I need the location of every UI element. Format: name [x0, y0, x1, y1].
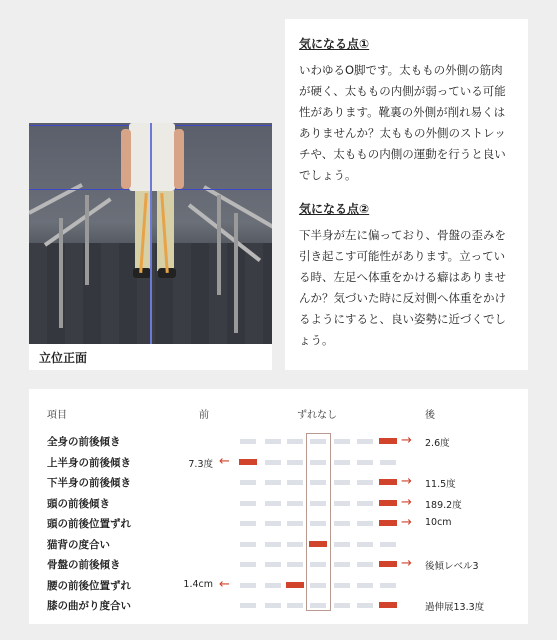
row-value: 10cm	[425, 517, 452, 528]
arrow-right-icon: →	[401, 474, 412, 489]
photo-caption: 立位正面	[39, 351, 88, 365]
row-label: 猫背の度合い	[47, 538, 110, 551]
deviation-bar	[379, 561, 397, 567]
gauge-slot	[334, 583, 350, 588]
gauge-slot	[240, 439, 256, 444]
arrow-left-icon: ←	[219, 576, 230, 592]
gauge-slot	[265, 562, 281, 567]
gauge-slot	[334, 542, 350, 547]
gauge-slot	[287, 480, 303, 485]
gauge-slot	[357, 542, 373, 547]
row-label: 膝の曲がり度合い	[47, 600, 131, 612]
gauge-slot	[265, 480, 281, 485]
gauge-slot	[265, 501, 281, 506]
gauge-slot	[334, 562, 350, 567]
gauge-slot	[357, 562, 373, 567]
gauge-slot	[310, 480, 326, 485]
row-value: 11.5度	[425, 479, 456, 490]
arrow-right-icon: →	[401, 556, 412, 571]
gauge-slot	[240, 480, 256, 485]
posture-photo-card	[29, 123, 272, 370]
gauge-slot	[334, 439, 350, 444]
standing-front-photo	[29, 123, 272, 344]
gauge-slot	[310, 603, 326, 608]
gauge-slot	[334, 501, 350, 506]
gauge-slot	[310, 583, 326, 588]
row-value: 後傾レベル3	[425, 561, 479, 572]
deviation-bar	[379, 500, 397, 506]
row-value: 2.6度	[425, 438, 450, 449]
note-2-body: 下半身が左に偏っており、骨盤の歪みを引き起こす可能性があります。立っている時、左足へ体重をかける癖はありませんか？気づいた時に反対側へ体重をかけるようにすると、良い姿勢に近づくでしょう。	[299, 228, 506, 347]
deviation-bar	[379, 479, 397, 485]
arrow-left-icon: ←	[219, 453, 230, 469]
gauge-slot	[310, 521, 326, 526]
gauge-slot	[357, 439, 373, 444]
gauge-slot	[265, 460, 281, 465]
gauge-slot	[380, 583, 396, 588]
header-front: 前	[199, 410, 209, 421]
gauge-slot	[240, 501, 256, 506]
note-1-body: いわゆるO脚です。太ももの外側の筋肉が硬く、太ももの内側が弱っている可能性があります。靴裏の外側が削れ易くはありませんか？太ももの外側のストレッチや、太ももの内側の運動を行うと良いでしょう。	[299, 63, 506, 182]
gauge-slot	[240, 583, 256, 588]
gauge-slot	[357, 583, 373, 588]
arrow-right-icon: →	[401, 433, 412, 448]
deviation-bar	[379, 520, 397, 526]
gauge-slot	[334, 521, 350, 526]
gauge-slot	[240, 521, 256, 526]
notes-card	[285, 19, 528, 370]
gauge-slot	[287, 562, 303, 567]
gauge-slot	[357, 460, 373, 465]
gauge-slot	[265, 583, 281, 588]
gauge-slot	[380, 542, 396, 547]
gauge-slot	[334, 460, 350, 465]
row-value: 過伸展13.3度	[425, 602, 485, 613]
gauge-slot	[240, 542, 256, 547]
gauge-slot	[265, 542, 281, 547]
gauge-slot	[265, 439, 281, 444]
gauge-slot	[357, 603, 373, 608]
gauge-slot	[310, 460, 326, 465]
row-value: 189.2度	[425, 499, 462, 511]
gauge-slot	[287, 521, 303, 526]
gauge-slot	[240, 562, 256, 567]
row-label: 頭の前後傾き	[47, 497, 110, 510]
posture-table	[29, 389, 528, 624]
gauge-slot	[287, 603, 303, 608]
header-item: 項目	[47, 410, 67, 421]
note-1-title: 気になる点①	[299, 37, 370, 51]
gauge-slot	[357, 521, 373, 526]
gauge-slot	[310, 562, 326, 567]
row-label: 腰の前後位置ずれ	[47, 579, 131, 592]
row-label: 頭の前後位置ずれ	[47, 518, 131, 530]
gauge-slot	[334, 480, 350, 485]
row-label: 全身の前後傾き	[47, 436, 121, 448]
gauge-slot	[310, 501, 326, 506]
arrow-right-icon: →	[401, 494, 412, 510]
gauge-slot	[310, 439, 326, 444]
gauge-slot	[287, 501, 303, 506]
deviation-bar	[309, 541, 327, 547]
gauge-slot	[287, 439, 303, 444]
row-label: 上半身の前後傾き	[47, 456, 131, 469]
gauge-slot	[287, 542, 303, 547]
deviation-bar	[379, 602, 397, 608]
row-label: 下半身の前後傾き	[47, 477, 131, 489]
gauge-slot	[380, 460, 396, 465]
row-value: 7.3度	[188, 458, 213, 470]
gauge-slot	[334, 603, 350, 608]
deviation-bar	[286, 582, 304, 588]
gauge-slot	[265, 521, 281, 526]
header-neutral: ずれなし	[297, 410, 337, 421]
gauge-slot	[287, 460, 303, 465]
gauge-slot	[357, 480, 373, 485]
arrow-right-icon: →	[401, 515, 412, 530]
header-back: 後	[425, 410, 435, 421]
deviation-bar	[239, 459, 257, 465]
row-value: 1.4cm	[183, 578, 213, 590]
row-label: 骨盤の前後傾き	[47, 559, 121, 571]
deviation-bar	[379, 438, 397, 444]
gauge-slot	[240, 603, 256, 608]
gauge-slot	[357, 501, 373, 506]
gauge-slot	[265, 603, 281, 608]
note-2-title: 気になる点②	[299, 202, 370, 216]
